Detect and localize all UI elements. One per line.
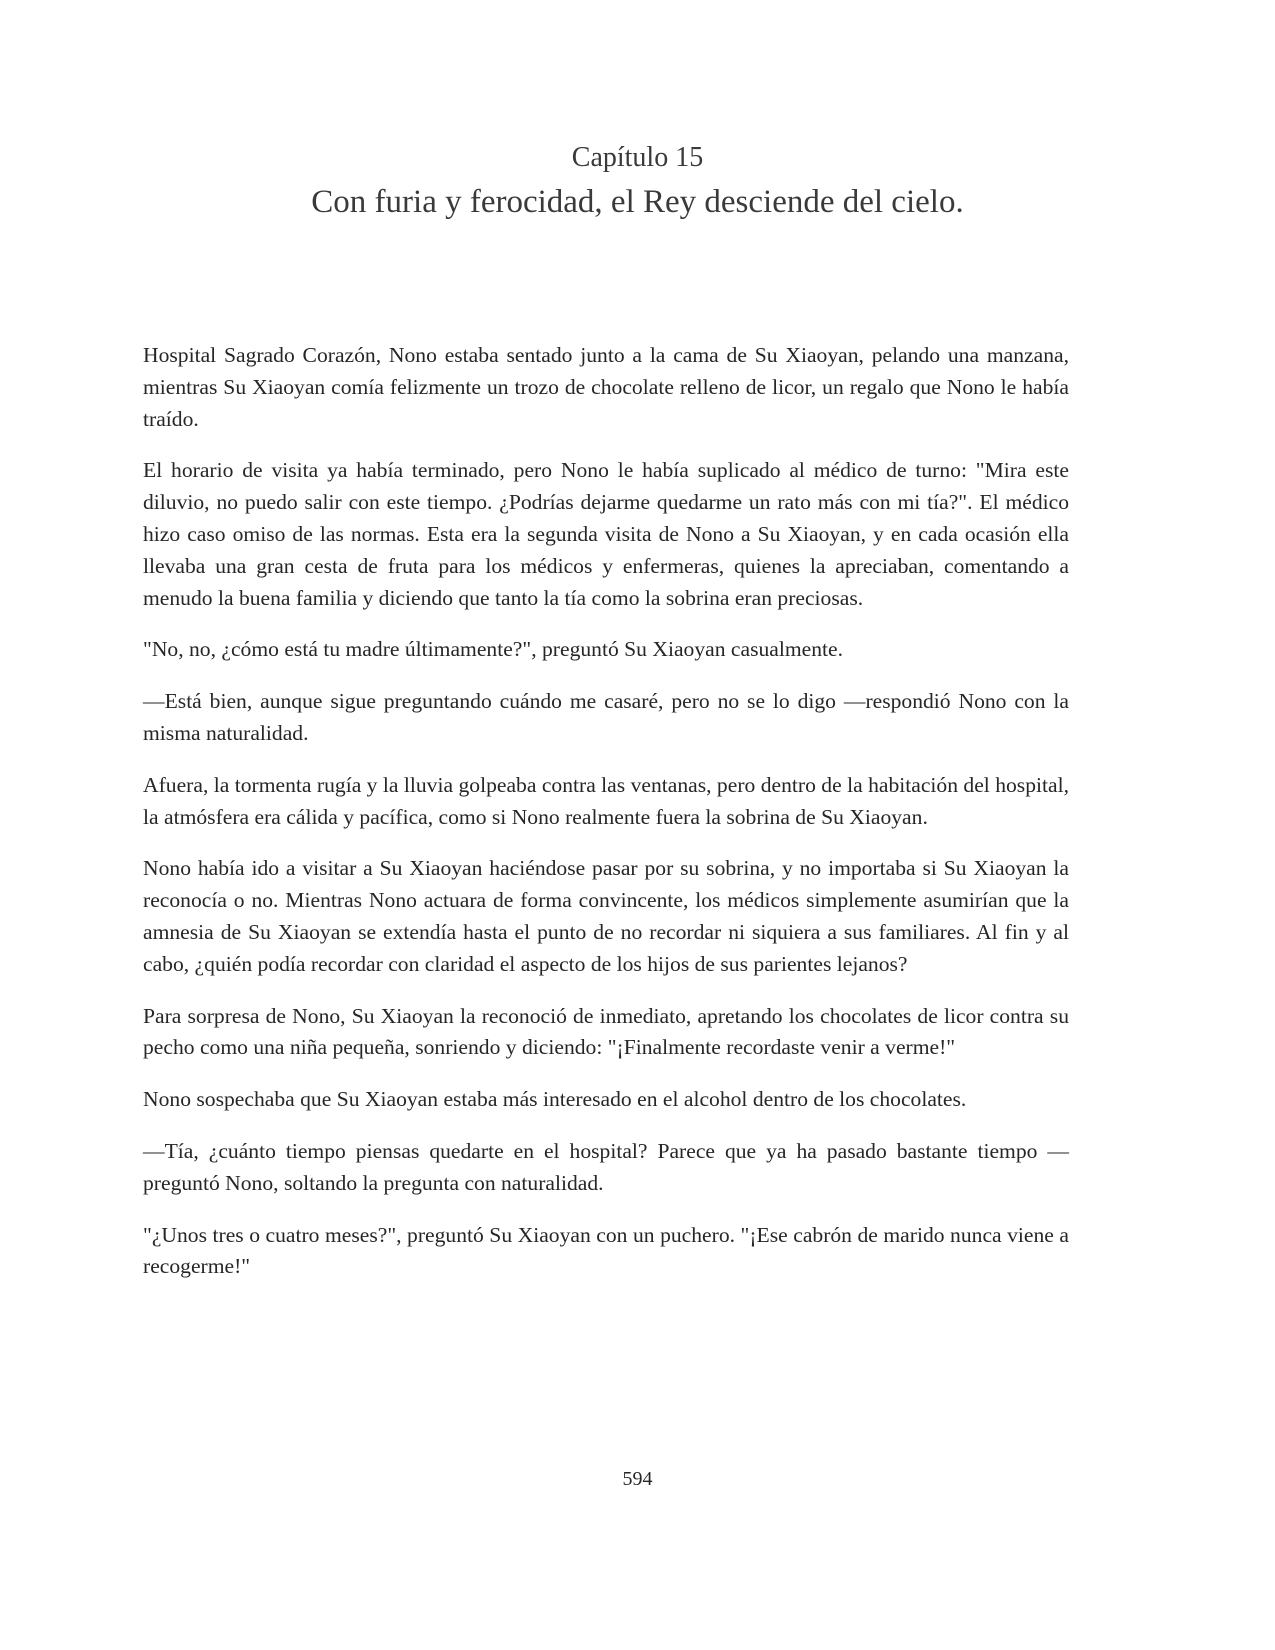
paragraph: El horario de visita ya había terminado, pero Nono le había suplicado al médico de turno: "Mira este diluvio, no puedo salir con este tiempo. ¿Podrías dejarme quedarme un rato más con mi tía?". El médico hizo caso omiso de las normas. Esta era la segunda visita de Nono a Su Xiaoyan, y en cada ocasión ella llevaba una gran cesta de fruta para los médicos y enfermeras, quienes la apreciaban, comentando a menudo la buena familia y diciendo que tanto la tía como la sobrina eran preciosas. xyxy=(143,458,1069,610)
paragraph: "No, no, ¿cómo está tu madre últimamente?", preguntó Su Xiaoyan casualmente. xyxy=(143,637,844,662)
paragraph: "¿Unos tres o cuatro meses?", preguntó Su Xiaoyan con un puchero. "¡Ese cabrón de marido nunca viene a recogerme!" xyxy=(143,1222,1069,1279)
chapter-body xyxy=(143,340,1069,1303)
paragraph: Afuera, la tormenta rugía y la lluvia golpeaba contra las ventanas, pero dentro de la habitación del hospital, la atmósfera era cálida y pacífica, como si Nono realmente fuera la sobrina de Su Xiaoyan. xyxy=(143,772,1069,829)
paragraph: Para sorpresa de Nono, Su Xiaoyan la reconoció de inmediato, apretando los chocolates de licor contra su pecho como una niña pequeña, sonriendo y diciendo: "¡Finalmente recordaste venir a verme!" xyxy=(143,1003,1069,1060)
paragraph: Nono sospechaba que Su Xiaoyan estaba más interesado en el alcohol dentro de los chocolates. xyxy=(143,1087,967,1112)
chapter-label: Capítulo 15 xyxy=(571,142,704,173)
paragraph: Hospital Sagrado Corazón, Nono estaba sentado junto a la cama de Su Xiaoyan, pelando una manzana, mientras Su Xiaoyan comía felizmente un trozo de chocolate relleno de licor, un regalo que Nono le había traído. xyxy=(143,343,1069,431)
paragraph: —Tía, ¿cuánto tiempo piensas quedarte en el hospital? Parece que ya ha pasado bastante tiempo —preguntó Nono, soltando la pregunta con naturalidad. xyxy=(143,1138,1069,1195)
chapter-title: Con furia y ferocidad, el Rey desciende del cielo. xyxy=(311,184,964,220)
paragraph: Nono había ido a visitar a Su Xiaoyan haciéndose pasar por su sobrina, y no importaba si Su Xiaoyan la reconocía o no. Mientras Nono actuara de forma convincente, los médicos simplemente asumirían que la amnesia de Su Xiaoyan se extendía hasta el punto de no recordar ni siquiera a sus familiares. Al fin y al cabo, ¿quién podía recordar con claridad el aspecto de los hijos de sus parientes lejanos? xyxy=(143,856,1069,976)
paragraph: —Está bien, aunque sigue preguntando cuándo me casaré, pero no se lo digo —respondió Nono con la misma naturalidad. xyxy=(143,689,1069,745)
page-number: 594 xyxy=(622,1468,653,1490)
